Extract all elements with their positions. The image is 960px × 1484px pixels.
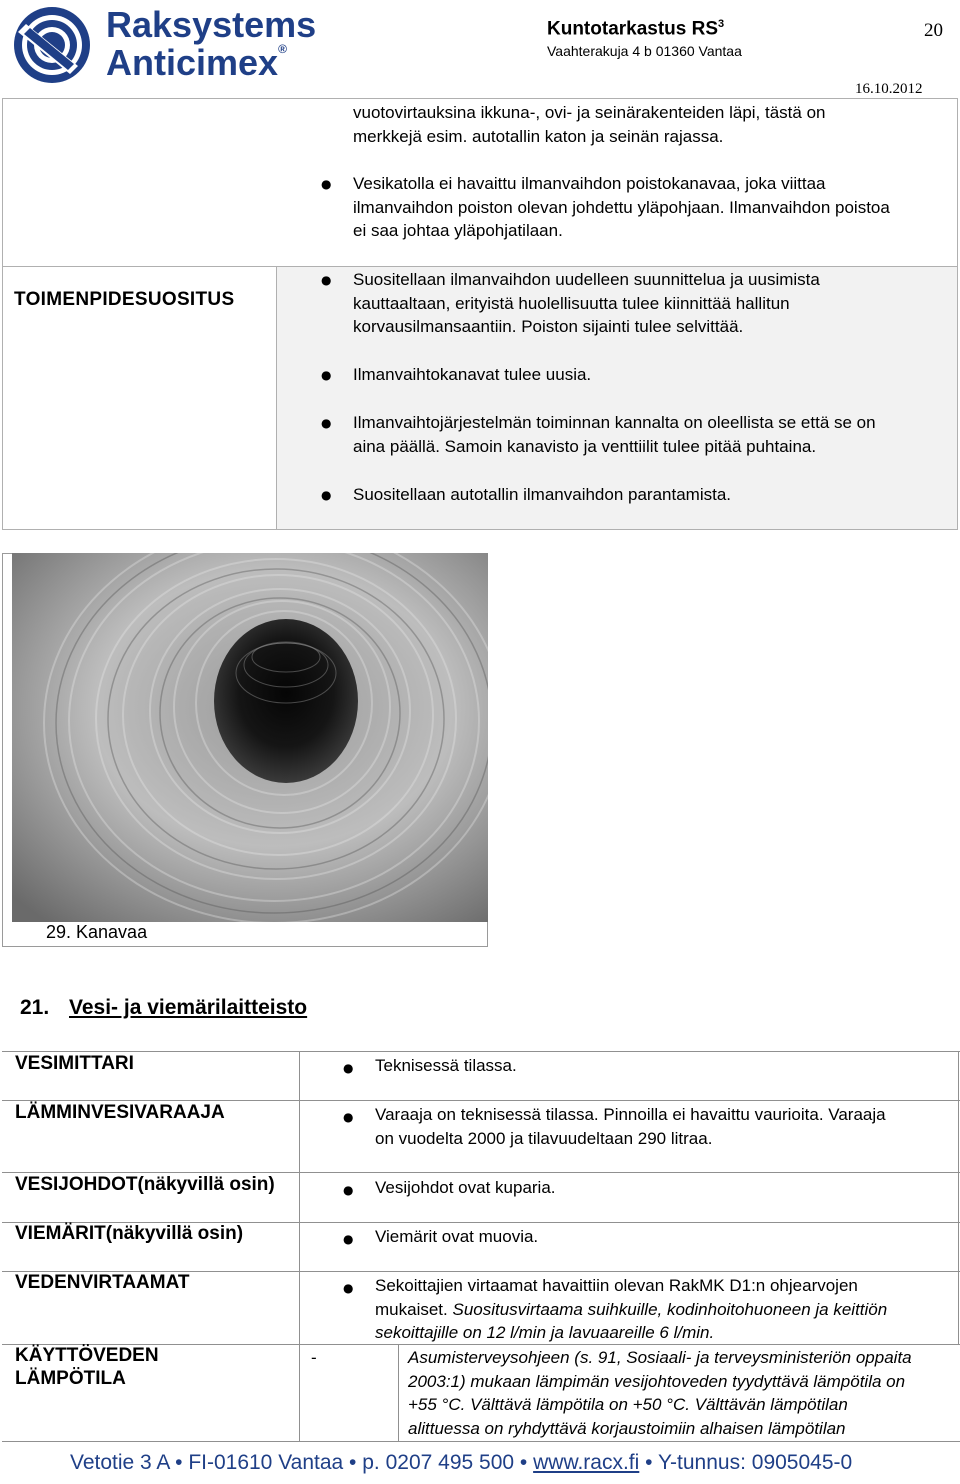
table-column-divider: [299, 1052, 300, 1441]
table-row-divider: [2, 1441, 960, 1442]
vedenvirtaamat-text: Sekoittajien virtaamat havaittiin olevan RakMK D1:n ohjearvojen mukaiset. Suositusvirtaama suihkuille, kodinhoitohuoneen ja keittiön sekoittajille on 12 l/min ja lavuaareille 6 l/min.: [375, 1276, 888, 1342]
company-logo: [6, 4, 326, 86]
page-number: 20: [924, 20, 943, 41]
section-title: Vesi- ja viemärilaitteisto: [69, 996, 308, 1019]
footer-separator: •: [519, 1451, 528, 1474]
photo-caption: 29. Kanavaa: [46, 922, 148, 942]
table-column-divider: [398, 1344, 399, 1441]
recommendation-item: Ilmanvaihtojärjestelmän toiminnan kannalta on oleellista se että se on aina päällä. Samoin kanavisto ja venttiilit tulee pitää puhtaina.: [353, 413, 876, 456]
report-date: 16.10.2012: [855, 81, 923, 97]
section-number: 21.: [20, 996, 50, 1019]
footer-business-id: Y-tunnus: 0905045-0: [657, 1451, 853, 1474]
bullet-icon: ●: [343, 1110, 354, 1124]
document-title: Kuntotarkastus $RS^3$: [547, 18, 725, 40]
finding-bullet-text: Vesikatolla ei havaittu ilmanvaihdon poistokanavaa, joka viittaa ilmanvaihdon poiston olevan johdettu yläpohjaan. Ilmanvaihdon poistoa ei saa johtaa yläpohjatilaan.: [353, 174, 890, 240]
bullet-icon: ●: [343, 1281, 354, 1295]
label-vedenvirtaamat: VEDENVIRTAAMAT: [15, 1272, 190, 1293]
table-divider: [2, 266, 958, 267]
recommendation-item: Suositellaan autotallin ilmanvaihdon parantamista.: [353, 485, 732, 504]
bullet-icon: ●: [321, 416, 332, 430]
footer-separator: •: [175, 1451, 183, 1474]
continuation-text: vuotovirtauksina ikkuna-, ovi- ja seinärakenteiden läpi, tästä on merkkejä esim. autotallin katon ja seinän rajassa.: [353, 103, 826, 146]
table-column-divider: [276, 266, 277, 530]
duct-photo: [12, 553, 488, 922]
recommendation-item: Ilmanvaihtokanavat tulee uusia.: [353, 365, 592, 384]
kayttoveden-text: Asumisterveysohjeen (s. 91, Sosiaali- ja terveysministeriön oppaita 2003:1) mukaan lämpimän vesijohtoveden tyydyttävä lämpötila on +55 °C. Välttävä lämpötila on +50 °C. Välttävän lämpötilan alittuessa on ryhdyttävä korjaustoimiin alhaisen lämpötilan: [408, 1348, 912, 1438]
property-address: Vaahterakuja 4 b 01360 Vantaa: [547, 43, 742, 59]
lamminvesivaraaja-text: Varaaja on teknisessä tilassa. Pinnoilla ei havaittu vaurioita. Varaaja on vuodelta 2000 ja tilavuudeltaan 290 litraa.: [375, 1105, 886, 1148]
page-footer: [70, 1451, 852, 1475]
recommendation-label: TOIMENPIDESUOSITUS: [14, 289, 235, 310]
logo-text-raksystems: Raksystems: [106, 4, 317, 45]
vesijohdot-text: Vesijohdot ovat kuparia.: [375, 1178, 556, 1197]
bullet-icon: ●: [321, 488, 332, 502]
label-vesimittari: VESIMITTARI: [15, 1053, 134, 1074]
dash-marker: -: [311, 1348, 317, 1367]
recommendation-item: Suositellaan ilmanvaihdon uudelleen suunnittelua ja uusimista kauttaaltaan, erityistä huolellisuutta tulee kiinnittää hallitun korvausilmansaantiin. Poiston sijainti tulee selvittää.: [353, 270, 820, 336]
footer-postal: FI-01610 Vantaa: [188, 1451, 344, 1474]
footer-separator: •: [645, 1451, 653, 1474]
bullet-icon: ●: [321, 273, 332, 287]
bullet-icon: ●: [321, 177, 332, 191]
bullet-icon: ●: [343, 1183, 354, 1197]
bullet-icon: ●: [321, 368, 332, 382]
label-kayttoveden-lampotila: KÄYTTÖVEDEN LÄMPÖTILA: [15, 1345, 159, 1389]
vesimittari-text: Teknisessä tilassa.: [375, 1056, 517, 1075]
table-border: [958, 1052, 959, 1344]
logo-emblem-icon: [6, 4, 102, 86]
logo-text-anticimex: Anticimex®: [106, 42, 287, 83]
plumbing-table: [2, 1051, 960, 1442]
viemarit-text: Viemärit ovat muovia.: [375, 1227, 539, 1246]
label-viemarit: VIEMÄRIT(näkyvillä osin): [15, 1223, 244, 1244]
bullet-icon: ●: [343, 1232, 354, 1246]
footer-separator: •: [349, 1451, 357, 1474]
footer-website-link[interactable]: www.racx.fi: [533, 1451, 640, 1474]
footer-phone: p. 0207 495 500: [362, 1451, 515, 1474]
label-vesijohdot: VESIJOHDOT(näkyvillä osin): [15, 1174, 275, 1195]
bullet-icon: ●: [343, 1061, 354, 1075]
footer-address: Vetotie 3 A: [70, 1451, 170, 1474]
label-lamminvesivaraaja: LÄMMINVESIVARAAJA: [15, 1102, 225, 1123]
